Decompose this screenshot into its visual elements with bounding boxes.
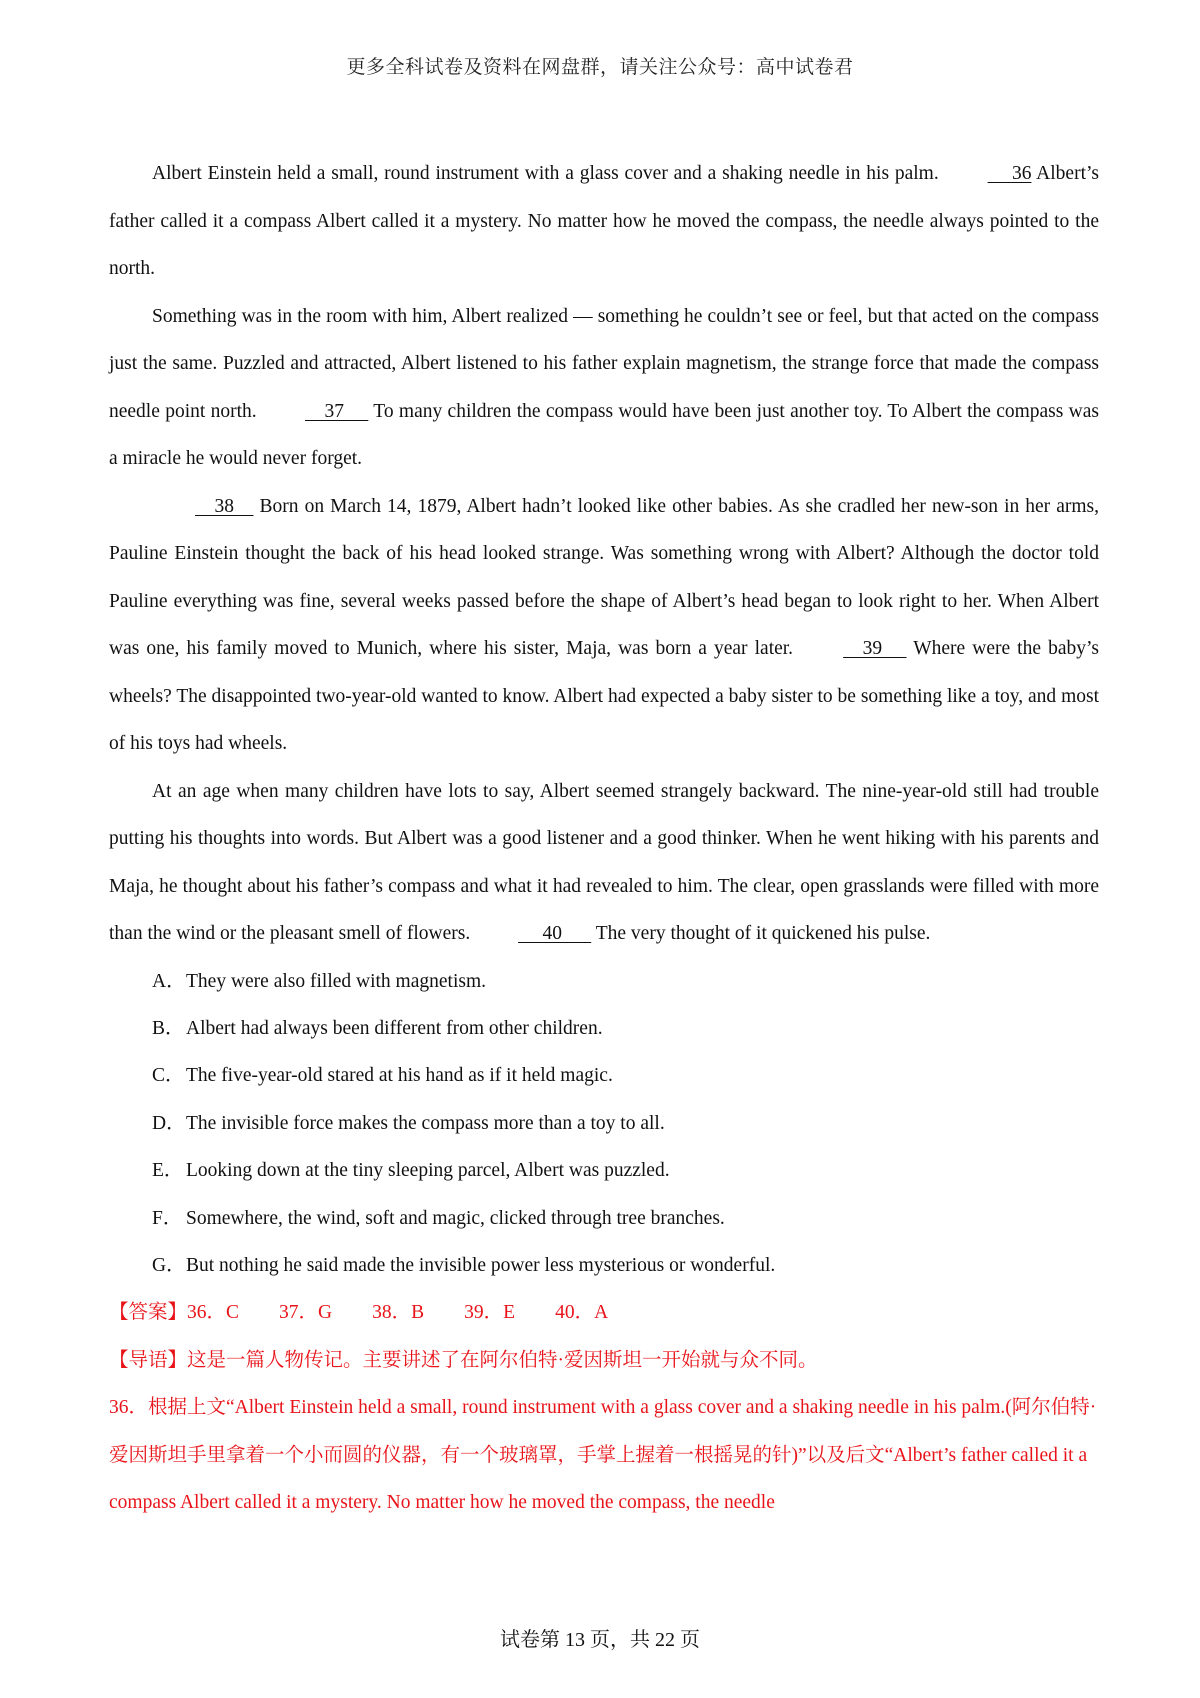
- option-a: [109, 958, 1099, 1005]
- passage-text: To many children the compass would have been just another toy. To Albert the compass was a miracle he would never forget.: [109, 400, 1099, 469]
- blank-38: 38: [195, 495, 254, 517]
- option-f: [109, 1195, 1099, 1242]
- option-letter: A．: [152, 970, 186, 992]
- guide-line: [109, 1337, 1099, 1385]
- options-list: [109, 958, 1099, 1290]
- option-text: The invisible force makes the compass more than a toy to all.: [186, 1112, 665, 1134]
- answer-line: [109, 1289, 1099, 1337]
- option-letter: B．: [152, 1017, 185, 1039]
- passage-paragraph-4: [109, 768, 1099, 958]
- passage-paragraph-2: [109, 293, 1099, 483]
- option-text: They were also filled with magnetism.: [186, 970, 487, 992]
- passage-paragraph-3: [109, 483, 1099, 768]
- answer-item: 39．E: [464, 1302, 516, 1324]
- blank-37: 37: [304, 400, 369, 422]
- guide-tag: 【导语】: [109, 1349, 188, 1371]
- answer-tag: 【答案】: [109, 1302, 188, 1324]
- option-c: [109, 1052, 1099, 1099]
- option-b: [109, 1005, 1099, 1052]
- page-header: 更多全科试卷及资料在网盘群，请关注公众号：高中试卷君: [346, 57, 854, 78]
- document-body: [109, 150, 1099, 1527]
- answer-item: 40．A: [555, 1302, 609, 1324]
- option-letter: G．: [152, 1254, 186, 1276]
- option-text: But nothing he said made the invisible power less mysterious or wonderful.: [186, 1254, 776, 1276]
- option-d: [109, 1100, 1099, 1147]
- passage-text: Something was in the room with him, Albert realized — something he couldn’t see or feel, but that acted on the compass just the same. Puzzled and attracted, Albert listened to his father explain magnetism, the strange force that made the compass needle point north.: [109, 305, 1099, 422]
- option-letter: E．: [152, 1160, 184, 1182]
- blank-39: 39: [843, 638, 907, 659]
- option-text: Albert had always been different from other children.: [186, 1017, 603, 1039]
- option-letter: C．: [152, 1065, 185, 1087]
- option-letter: D．: [152, 1112, 186, 1134]
- blank-36: 36: [987, 163, 1032, 184]
- passage-text: Albert Einstein held a small, round instrument with a glass cover and a shaking needle in his palm.: [152, 163, 945, 184]
- page-footer: 试卷第 13 页，共 22 页: [500, 1629, 700, 1651]
- answer-item: 37．G: [279, 1302, 333, 1324]
- blank-40: 40: [518, 923, 592, 944]
- option-text: Somewhere, the wind, soft and magic, clicked through tree branches.: [186, 1207, 725, 1229]
- answer-item: 36．C: [187, 1302, 240, 1324]
- option-text: Looking down at the tiny sleeping parcel, Albert was puzzled.: [186, 1160, 670, 1182]
- passage-text: Albert’s father called it a compass Albert called it a mystery. No matter how he moved the compass, the needle always pointed to the north.: [109, 163, 1100, 279]
- option-g: [109, 1242, 1099, 1289]
- passage-text: The very thought of it quickened his pulse.: [591, 923, 931, 944]
- option-text: The five-year-old stared at his hand as if it held magic.: [186, 1065, 613, 1087]
- explanation-36: 36．根据上文“Albert Einstein held a small, round instrument with a glass cover and a shaking needle in his palm.(阿尔伯特·爱因斯坦手里拿着一个小而圆的仪器，有一个玻璃罩，手掌上握着一根摇晃的针)”以及后文“Albert’s father called it a compass Albert called it a mystery. No matter how he moved the compass, the needle: [109, 1397, 1097, 1514]
- option-e: [109, 1147, 1099, 1194]
- passage-text: Where were the baby’s wheels? The disappointed two-year-old wanted to know. Albert had expected a baby sister to be something like a toy, and most of his toys had wheels.: [109, 638, 1099, 754]
- guide-text: 这是一篇人物传记。主要讲述了在阿尔伯特·爱因斯坦一开始就与众不同。: [187, 1349, 818, 1371]
- passage-text: Born on March 14, 1879, Albert hadn’t looked like other babies. As she cradled her new-son in her arms, Pauline Einstein thought the back of his head looked strange. Was something wrong with Albert? Although the doctor told Pauline everything was fine, several weeks passed before the shape of Albert’s head began to look right to her. When Albert was one, his family moved to Munich, where his sister, Maja, was born a year later.: [109, 495, 1099, 659]
- passage-text: At an age when many children have lots to say, Albert seemed strangely backward. The nine-year-old still had trouble putting his thoughts into words. But Albert was a good listener and a good thinker. When he went hiking with his parents and Maja, he thought about his father’s compass and what it had revealed to him. The clear, open grasslands were filled with more than the wind or the pleasant smell of flowers.: [109, 780, 1099, 944]
- answer-item: 38．B: [372, 1302, 425, 1324]
- option-letter: F．: [152, 1207, 183, 1229]
- passage-paragraph-1: [109, 150, 1099, 293]
